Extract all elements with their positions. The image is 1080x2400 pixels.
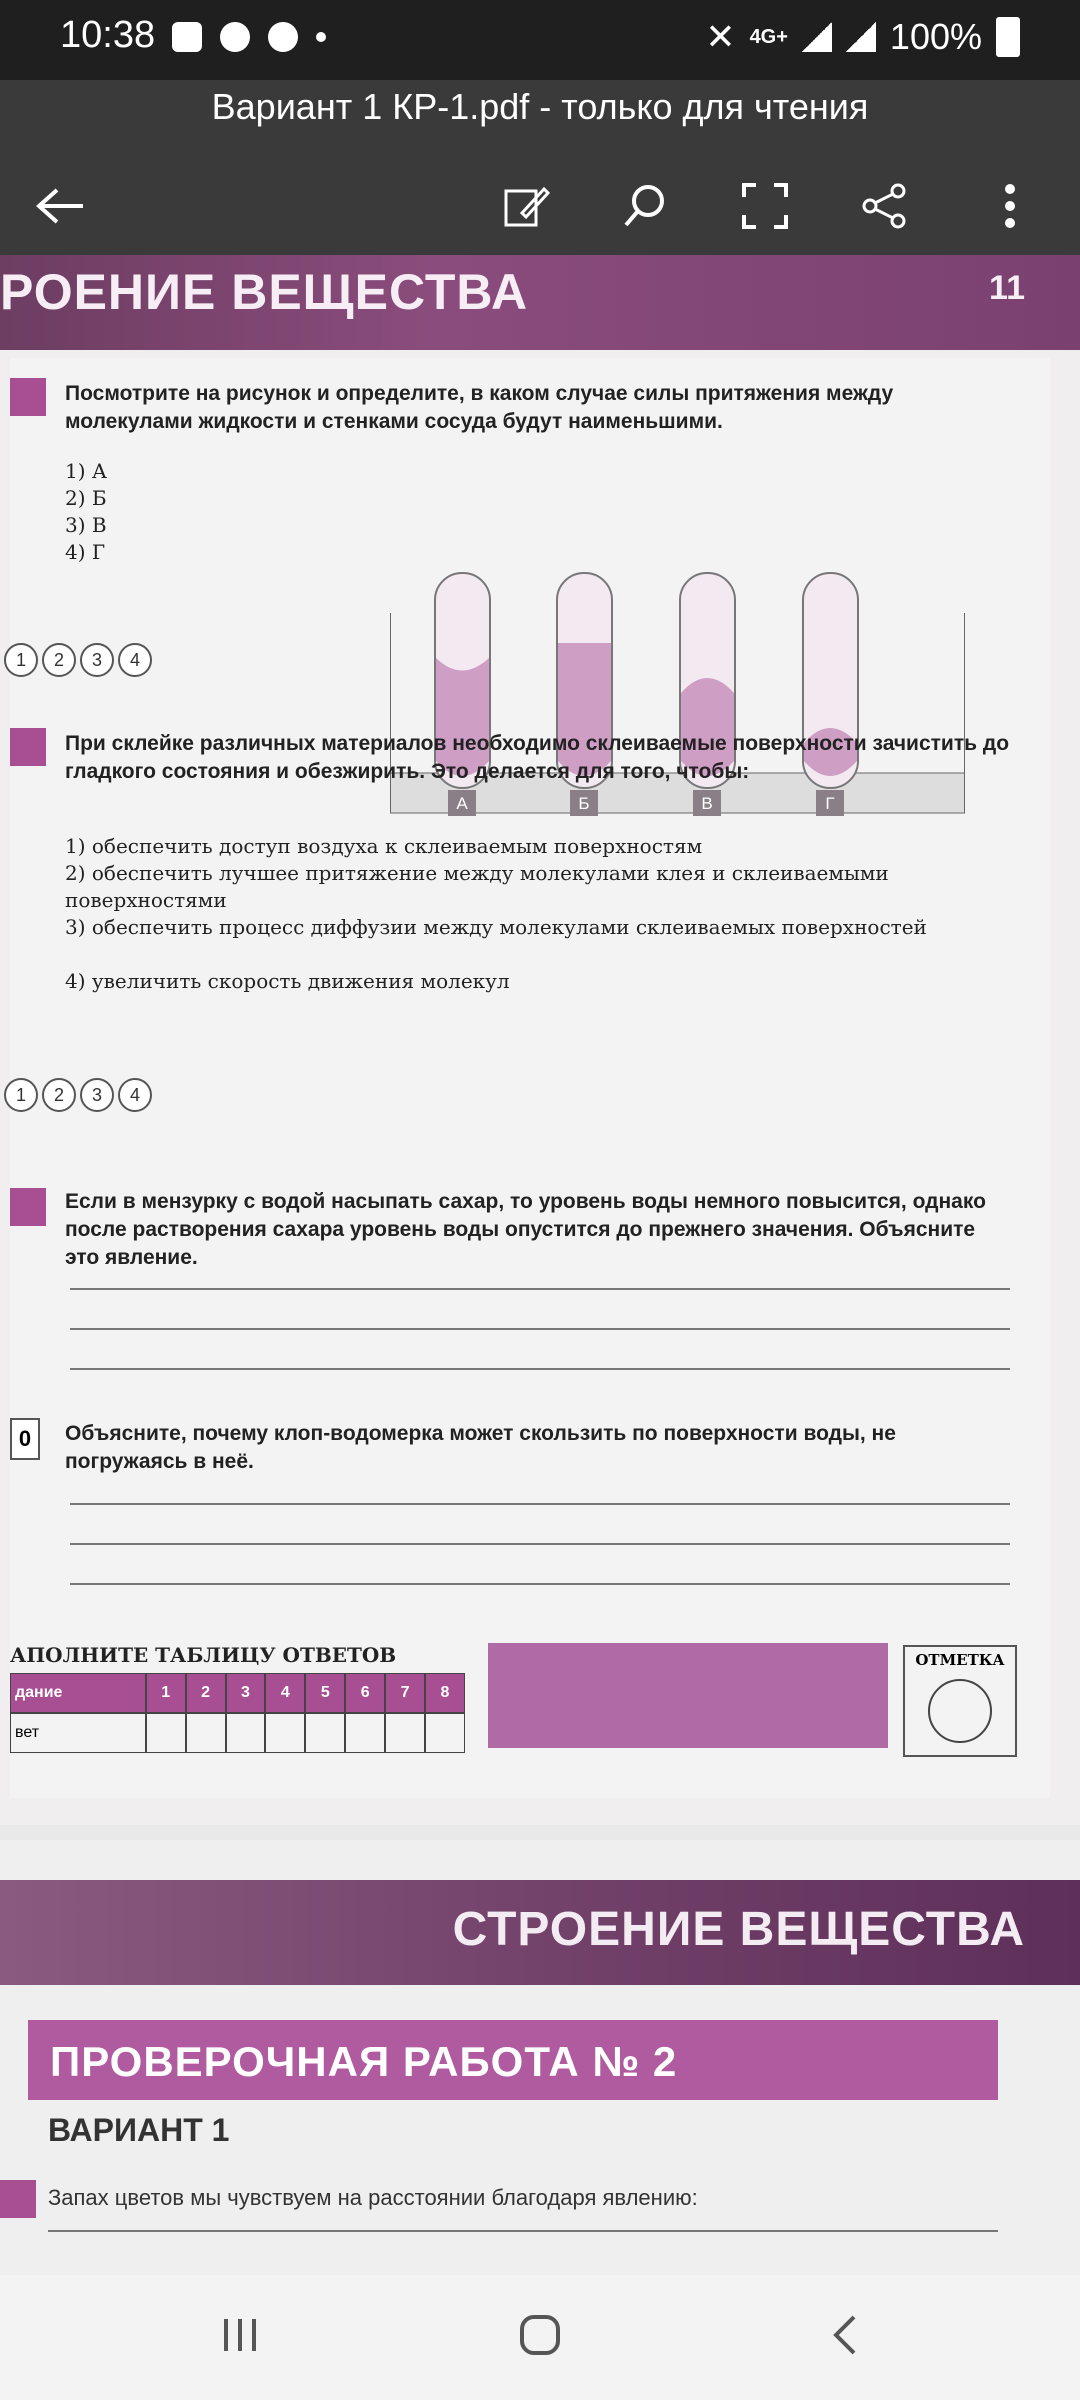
battery-level: 100% (889, 16, 982, 57)
q2-option-4: 4) увеличить скорость движения молекул (65, 969, 510, 993)
pdf-page-1[interactable] (0, 255, 1080, 1825)
question-marker (0, 2180, 36, 2218)
home-button[interactable] (500, 2305, 580, 2365)
system-nav-bar (0, 2275, 1080, 2400)
mute-icon: ✕ (705, 16, 736, 57)
answer-table-header: АПОЛНИТЕ ТАБЛИЦУ ОТВЕТОВ (10, 1643, 397, 1667)
answer-cell (226, 1713, 266, 1753)
network-type: 4G+ (749, 25, 788, 48)
search-icon (620, 181, 670, 231)
edit-pen-icon (500, 181, 550, 231)
answer-circle: 1 (4, 1078, 38, 1112)
table-label: вет (10, 1713, 146, 1753)
grade-circle (928, 1679, 992, 1743)
gallery-icon (172, 22, 202, 52)
table-col: 6 (345, 1673, 385, 1713)
battery-icon (996, 17, 1020, 57)
q2-option-3: 3) обеспечить процесс диффузии между молекулами склеиваемых поверхностей (65, 915, 927, 939)
section-band (0, 255, 1080, 350)
table-col: 7 (385, 1673, 425, 1713)
share-icon (860, 181, 910, 231)
answer-table-row-task (10, 1673, 465, 1713)
answer-circle: 3 (80, 643, 114, 677)
answer-cell (186, 1713, 226, 1753)
chevron-left-icon (830, 2313, 860, 2357)
status-time: 10:38 (60, 14, 156, 56)
answer-table-row-answer (10, 1713, 465, 1753)
page2-question-1-text: Запах цветов мы чувствуем на расстоянии благодаря явлению: (48, 2185, 698, 2210)
tube-label-b: Б (578, 794, 590, 813)
fullscreen-button[interactable] (725, 166, 805, 246)
table-col: 4 (265, 1673, 305, 1713)
answer-line (70, 1288, 1010, 1290)
question-number: 0 (10, 1418, 40, 1460)
q2-answer-circles (4, 1078, 152, 1112)
notification-icons (172, 22, 326, 52)
answer-circle: 2 (42, 1078, 76, 1112)
signal-icon (802, 22, 832, 52)
grade-label: ОТМЕТКА (915, 1651, 1005, 1669)
tube-label-g: Г (825, 794, 835, 813)
share-button[interactable] (845, 166, 925, 246)
recents-icon (220, 2315, 260, 2355)
table-col: 8 (425, 1673, 465, 1713)
back-nav-button[interactable] (805, 2305, 885, 2365)
variant-heading: ВАРИАНТ 1 (48, 2112, 230, 2148)
expand-icon (740, 181, 790, 231)
more-vert-icon (1004, 183, 1016, 229)
tube-label-a: А (456, 794, 468, 813)
q1-answer-circles (4, 643, 152, 677)
app-bar (0, 80, 1080, 255)
recent-apps-button[interactable] (200, 2305, 280, 2365)
status-bar (0, 0, 1080, 80)
question-marker (10, 1188, 46, 1226)
test-tubes-figure (390, 563, 965, 833)
question-4-text: Объясните, почему клоп-водомерка может скользить по поверхности воды, не погружаясь в неё. (65, 1422, 896, 1473)
answer-circle: 4 (118, 1078, 152, 1112)
section-title: СТРОЕНИЕ ВЕЩЕСТВА (452, 1903, 1025, 1956)
answer-line (70, 1543, 1010, 1545)
document-title: Вариант 1 КР-1.pdf - только для чтения (211, 86, 869, 127)
question-1-text: Посмотрите на рисунок и определите, в каком случае силы притяжения между молекулами жидкости и стенками сосуда будут наименьшими. (65, 382, 894, 433)
answer-cell (385, 1713, 425, 1753)
answer-cell (305, 1713, 345, 1753)
question-2-text: При склейке различных материалов необходимо склеиваемые поверхности зачистить до гладкого состояния и обезжирить. Это делается для того, чтобы: (65, 732, 1010, 783)
more-notifications-dot-icon (316, 32, 326, 42)
answer-line (70, 1368, 1010, 1370)
table-col: 2 (186, 1673, 226, 1713)
question-marker (10, 728, 46, 766)
answer-cell (425, 1713, 465, 1753)
answer-circle: 2 (42, 643, 76, 677)
chrome-icon (220, 22, 250, 52)
question-3-text: Если в мензурку с водой насыпать сахар, то уровень воды немного повысится, однако после растворения сахара уровень воды опустится до прежнего значения. Объясните это явление. (65, 1190, 986, 1269)
answer-cell (345, 1713, 385, 1753)
answer-table (10, 1643, 465, 1753)
back-arrow-icon (35, 186, 85, 226)
work-title-band (28, 2020, 998, 2100)
edit-button[interactable] (485, 166, 565, 246)
q1-option-1: 1) А (65, 459, 108, 483)
table-col: 1 (146, 1673, 186, 1713)
decorative-box (488, 1643, 888, 1748)
table-label: дание (10, 1673, 146, 1713)
answer-cell (265, 1713, 305, 1753)
tube-label-v: В (701, 794, 713, 813)
answer-line (48, 2230, 998, 2232)
q1-option-2: 2) Б (65, 486, 107, 510)
more-options-button[interactable] (970, 166, 1050, 246)
q2-option-1: 1) обеспечить доступ воздуха к склеиваемым поверхностям (65, 834, 703, 858)
question-marker (10, 378, 46, 416)
work-title: ПРОВЕРОЧНАЯ РАБОТА № 2 (50, 2038, 678, 2085)
answer-line (70, 1583, 1010, 1585)
table-col: 5 (305, 1673, 345, 1713)
q2-option-2: 2) обеспечить лучшее притяжение между молекулами клея и склеиваемыми поверхностями (65, 861, 889, 912)
table-col: 3 (226, 1673, 266, 1713)
answer-circle: 3 (80, 1078, 114, 1112)
search-button[interactable] (605, 166, 685, 246)
system-icons (705, 16, 1020, 58)
chrome-icon-2 (268, 22, 298, 52)
q1-option-4: 4) Г (65, 540, 106, 564)
answer-line (70, 1503, 1010, 1505)
pdf-page-2[interactable] (0, 1840, 1080, 2275)
q1-option-3: 3) В (65, 513, 107, 537)
home-icon (518, 2313, 562, 2357)
page-content (10, 358, 1050, 1798)
signal-icon-2 (846, 22, 876, 52)
answer-line (70, 1328, 1010, 1330)
page-number: 11 (989, 269, 1025, 307)
back-button[interactable] (20, 166, 100, 246)
answer-cell (146, 1713, 186, 1753)
grade-box (903, 1645, 1017, 1757)
section-title: РОЕНИЕ ВЕЩЕСТВА (0, 264, 529, 320)
answer-circle: 1 (4, 643, 38, 677)
section-band (0, 1880, 1080, 1985)
answer-circle: 4 (118, 643, 152, 677)
